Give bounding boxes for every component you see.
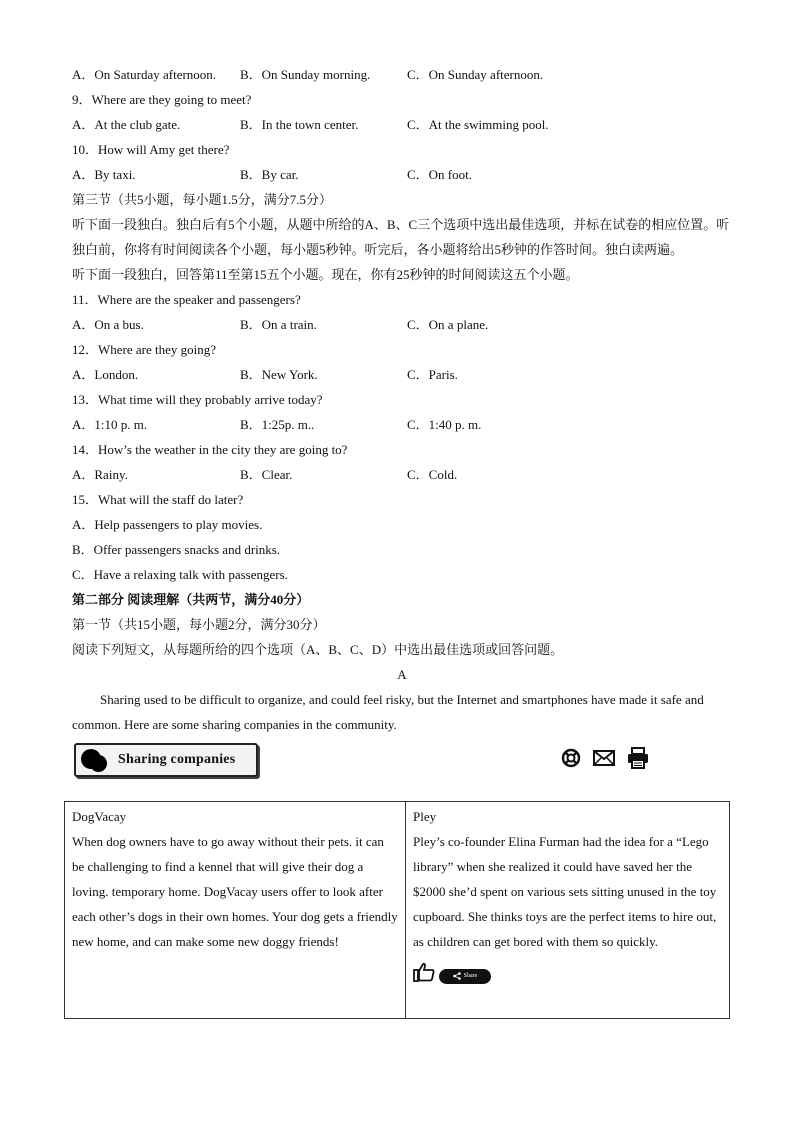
option-b: B．In the town center. bbox=[240, 117, 359, 132]
thumbs-up-icon[interactable] bbox=[413, 962, 435, 990]
q14-options bbox=[72, 462, 732, 487]
toolbar-icons bbox=[560, 747, 650, 774]
sharing-banner-row bbox=[72, 741, 732, 777]
question-11: 11．Where are the speaker and passengers? bbox=[72, 292, 301, 307]
q12-options bbox=[72, 362, 732, 387]
q9-options bbox=[72, 112, 732, 137]
company-cell-pley bbox=[406, 802, 730, 1019]
section-3-title: 第三节（共5小题，每小题1.5分，满分7.5分） bbox=[72, 192, 333, 207]
banner-title: Sharing companies bbox=[118, 752, 236, 767]
company-description: When dog owners have to go away without their pets. it can be challenging to find a kennel that will give their dog a loving. temporary home. DogVacay users offer to look after each other’s dogs in their own homes. Your dog gets a friendly new home, and can make some new doggy friends! bbox=[72, 834, 398, 949]
option-b: B．New York. bbox=[240, 367, 318, 382]
option-c: C．On foot. bbox=[407, 167, 473, 182]
share-icon bbox=[453, 972, 461, 980]
option-c: C．Paris. bbox=[407, 367, 458, 382]
question-9: 9．Where are they going to meet? bbox=[72, 92, 252, 107]
company-cell-dogvacay bbox=[65, 802, 406, 1019]
option-b: B．Clear. bbox=[240, 467, 293, 482]
q8-options bbox=[72, 62, 732, 87]
question-13: 13．What time will they probably arrive today? bbox=[72, 392, 323, 407]
reading-instructions: 阅读下列短文，从每题所给的四个选项（A、B、C、D）中选出最佳选项或回答问题。 bbox=[72, 642, 564, 657]
option-a: A．London. bbox=[72, 367, 139, 382]
question-14: 14．How’s the weather in the city they are going to? bbox=[72, 442, 348, 457]
option-b: B．By car. bbox=[240, 167, 299, 182]
option-b: B．Offer passengers snacks and drinks. bbox=[72, 542, 281, 557]
passage-label: A bbox=[397, 667, 407, 682]
company-name: DogVacay bbox=[72, 809, 127, 824]
social-actions bbox=[413, 962, 722, 990]
option-a: A．By taxi. bbox=[72, 167, 136, 182]
share-label: Share bbox=[463, 972, 478, 979]
reading-section-1-title: 第一节（共15小题，每小题2分，满分30分） bbox=[72, 617, 326, 632]
question-10: 10．How will Amy get there? bbox=[72, 142, 230, 157]
option-a: A．On a bus. bbox=[72, 317, 144, 332]
q11-options bbox=[72, 312, 732, 337]
option-c: C．At the swimming pool. bbox=[407, 117, 549, 132]
option-a: A．Help passengers to play movies. bbox=[72, 517, 263, 532]
option-a: A．At the club gate. bbox=[72, 117, 181, 132]
passage-intro: Sharing used to be difficult to organize, and could feel risky, but the Internet and smartphones have made it safe and common. Here are some sharing companies in the community. bbox=[72, 692, 704, 732]
option-a: A．On Saturday afternoon. bbox=[72, 67, 217, 82]
question-12: 12．Where are they going? bbox=[72, 342, 217, 357]
speech-bubbles-icon bbox=[80, 746, 108, 774]
q13-options bbox=[72, 412, 732, 437]
option-b: B．1:25p. m.. bbox=[240, 417, 315, 432]
q10-options bbox=[72, 162, 732, 187]
company-description: Pley’s co-founder Elina Furman had the idea for a “Lego library” when she realized it could have saved her the $2000 she’d spent on various sets sitting unused in the toy cupboard. She thinks toys are the perfect items to hire out, as children can get bored with them so quickly. bbox=[413, 834, 717, 949]
section-3-prompt: 听下面一段独白，回答第11至第15五个小题。现在，你有25秒钟的时间阅读这五个小题。 bbox=[72, 267, 579, 282]
option-a: A．Rainy. bbox=[72, 467, 128, 482]
companies-table bbox=[64, 801, 730, 1019]
support-icon[interactable] bbox=[560, 747, 582, 774]
option-c: C．On Sunday afternoon. bbox=[407, 67, 544, 82]
option-b: B．On Sunday morning. bbox=[240, 67, 371, 82]
sharing-companies-banner bbox=[74, 743, 258, 777]
option-c: C．On a plane. bbox=[407, 317, 489, 332]
mail-icon[interactable] bbox=[592, 748, 616, 773]
option-c: C．Have a relaxing talk with passengers. bbox=[72, 567, 288, 582]
print-icon[interactable] bbox=[626, 747, 650, 774]
share-button[interactable] bbox=[439, 969, 491, 984]
option-a: A．1:10 p. m. bbox=[72, 417, 148, 432]
option-c: C．Cold. bbox=[407, 467, 458, 482]
question-15: 15．What will the staff do later? bbox=[72, 492, 244, 507]
part-2-title: 第二部分 阅读理解（共两节，满分40分） bbox=[72, 592, 310, 607]
section-3-instructions: 听下面一段独白。独白后有5个小题，从题中所给的A、B、C三个选项中选出最佳选项，并标在试卷的相应位置。听独白前，你将有时间阅读各个小题，每小题5秒钟。听完后，各小题将给出5秒钟的作答时间。独白读两遍。 bbox=[72, 217, 730, 257]
company-name: Pley bbox=[413, 809, 437, 824]
exam-page bbox=[72, 62, 732, 777]
option-c: C．1:40 p. m. bbox=[407, 417, 482, 432]
option-b: B．On a train. bbox=[240, 317, 317, 332]
